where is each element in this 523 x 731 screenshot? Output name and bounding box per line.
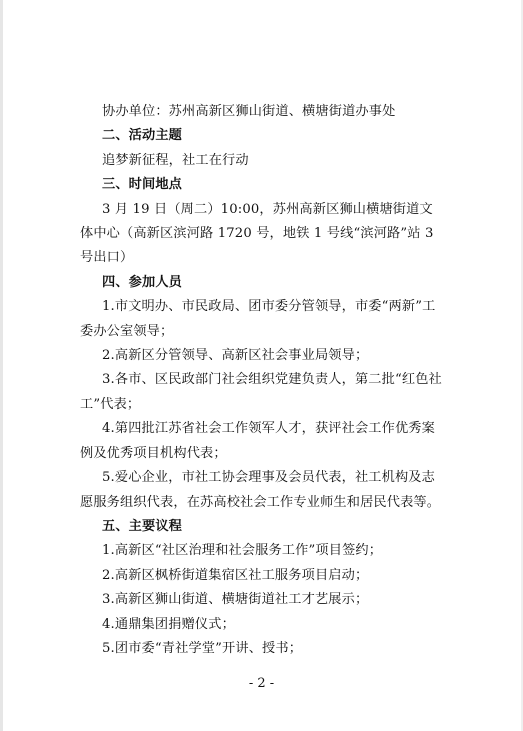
participant-item: 4.第四批江苏省社会工作领军人才，获评社会工作优秀案例及优秀项目机构代表； bbox=[80, 421, 435, 461]
section-heading-participants: 四、参加人员 bbox=[102, 274, 183, 290]
participant-item: 2.高新区分管领导、高新区社会事业局领导； bbox=[102, 348, 369, 364]
section-text-time-place: 3 月 19 日（周二）10:00，苏州高新区狮山横塘街道文体中心（高新区滨河路 1720 号，地铁 1 号线“滨河路”站 3 号出口） bbox=[80, 201, 434, 266]
agenda-item: 1.高新区“社区治理和社会服务工作”项目签约； bbox=[102, 543, 383, 559]
participant-item: 5.爱心企业，市社工协会理事及会员代表，社工机构及志愿服务组织代表，在苏高校社会工作专业师生和居民代表等。 bbox=[80, 470, 441, 510]
section-text-theme: 追梦新征程，社工在行动 bbox=[102, 152, 249, 168]
agenda-item: 3.高新区狮山街道、横塘街道社工才艺展示； bbox=[102, 592, 369, 608]
page-number: - 2 - bbox=[248, 676, 275, 691]
document-body bbox=[80, 100, 442, 661]
agenda-item: 2.高新区枫桥街道集宿区社工服务项目启动； bbox=[102, 567, 369, 583]
section-heading-time-place: 三、时间地点 bbox=[102, 177, 183, 193]
section-heading-agenda: 五、主要议程 bbox=[102, 518, 183, 534]
participant-item: 1.市文明办、市民政局、团市委分管领导，市委“两新”工委办公室领导； bbox=[80, 299, 436, 339]
participant-item: 3.各市、区民政部门社会组织党建负责人，第二批“红色社工”代表； bbox=[80, 372, 442, 412]
agenda-item: 5.团市委“青社学堂”开讲、授书； bbox=[102, 640, 303, 656]
page-left-edge bbox=[0, 0, 3, 731]
section-heading-theme: 二、活动主题 bbox=[102, 128, 183, 144]
co-organizer-line: 协办单位：苏州高新区狮山街道、横塘街道办事处 bbox=[102, 104, 396, 119]
agenda-item: 4.通鼎集团捐赠仪式； bbox=[102, 616, 235, 632]
